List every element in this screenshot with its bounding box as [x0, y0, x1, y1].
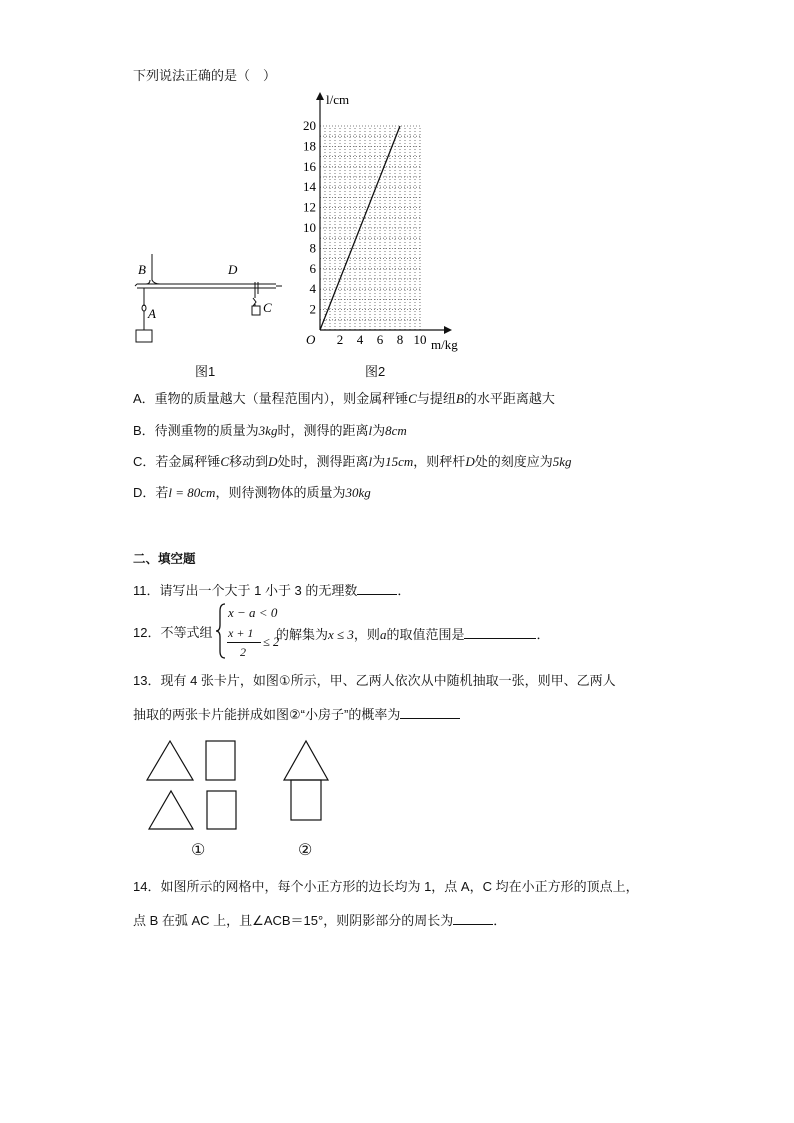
q12-mid: 的解集为 — [276, 627, 329, 642]
chart-x-axis-label — [431, 337, 458, 352]
y-tick-label: 12 — [303, 199, 316, 215]
question-11 — [133, 582, 410, 597]
q12-var-a: a — [379, 627, 387, 642]
option-d-mass: 30kg — [345, 485, 371, 500]
q12-fraction-bar — [227, 642, 261, 643]
option-c-t5: 处的刻度应为 — [474, 454, 553, 469]
option-d-var-l: l — [168, 485, 173, 500]
q11-answer-blank[interactable] — [357, 582, 397, 595]
q12-mid2: ，则 — [353, 627, 380, 642]
option-a-var-c: C — [408, 391, 417, 406]
option-b-var-l: l — [368, 423, 373, 438]
section-heading: 二、填空题 — [133, 552, 196, 566]
figure1-label-c: C — [263, 300, 272, 315]
option-c-t2: 处时，测得距离 — [277, 454, 369, 469]
q11-text: 11．请写出一个大于 1 小于 3 的无理数 — [133, 583, 358, 598]
option-c-var-l: l — [368, 454, 373, 469]
option-c-t4: ，则秤杆 — [413, 454, 466, 469]
chart-origin: O — [306, 332, 316, 347]
y-label-text: l/cm — [326, 92, 350, 107]
option-b-mass: 3kg — [258, 423, 278, 438]
card-triangle-2 — [149, 791, 193, 829]
house-roof — [284, 741, 328, 780]
option-c-mass: 5kg — [552, 454, 572, 469]
y-tick-label: 8 — [309, 240, 316, 256]
y-tick-label: 6 — [309, 260, 316, 276]
figure1-label-a: A — [148, 306, 156, 321]
x-tick-label: 8 — [396, 332, 404, 347]
y-tick-label: 10 — [303, 220, 316, 235]
card-rectangle-1 — [206, 741, 235, 780]
option-c-var-d: D — [268, 454, 278, 469]
option-c-t3: 为 — [372, 454, 386, 469]
q13-line2-text: 抽取的两张卡片能拼成如图②“小房子”的概率为 — [133, 707, 401, 722]
figure1-label-d: D — [228, 262, 238, 277]
option-a-var-b: B — [455, 391, 464, 406]
option-d — [133, 486, 371, 499]
figure1-label-b: B — [138, 262, 146, 277]
option-b-mid: 时，测得的距离 — [277, 423, 369, 438]
option-b-mid2: 为 — [372, 423, 386, 438]
x-tick-label: 4 — [356, 332, 364, 347]
q14-end: ． — [493, 913, 507, 928]
q12-post: 的取值范围是 — [386, 627, 465, 642]
card-triangle-1 — [147, 741, 193, 780]
q12-solution: x ≤ 3 — [328, 627, 354, 642]
figure2-chart — [290, 88, 470, 358]
chart-y-axis-label — [326, 92, 349, 107]
option-c-t1: 移动到 — [229, 454, 269, 469]
q13-cards-figure — [145, 740, 345, 830]
q13-figure-label-2: ② — [298, 840, 313, 859]
figure2-caption: 图2 — [365, 364, 386, 379]
q12-end: ． — [536, 627, 550, 642]
y-tick-label: 4 — [309, 281, 316, 297]
option-b — [133, 424, 407, 437]
q12-pre: 12．不等式组 — [133, 625, 213, 640]
q14-line1: 14．如图所示的网格中，每个小正方形的边长均为 1，点 A，C 均在小正方形的顶点上， — [133, 879, 639, 894]
y-tick-label: 2 — [309, 301, 316, 317]
option-c-pre: C．若金属秤锤 — [133, 454, 221, 469]
figure1-steelyard — [130, 250, 290, 340]
q13-line1: 13．现有 4 张卡片，如图①所示，甲、乙两人依次从中随机抽取一张，则甲、乙两人 — [133, 673, 616, 688]
house-body — [291, 780, 321, 820]
q14-answer-blank[interactable] — [453, 912, 493, 925]
q12-rest — [276, 626, 549, 641]
option-d-eq: = 80cm — [172, 485, 216, 500]
y-tick-label: 18 — [303, 138, 316, 154]
chart-grid — [320, 126, 420, 330]
option-a-pre: A．重物的质量越大（量程范围内），则金属秤锤 — [133, 391, 409, 406]
option-c — [133, 455, 572, 468]
option-c-var-d2: D — [465, 454, 475, 469]
q12-le: ≤ 2 — [263, 635, 280, 649]
q12-brace — [215, 603, 227, 659]
y-tick-label: 20 — [303, 118, 316, 133]
x-tick-label: 2 — [336, 332, 344, 347]
q13-answer-blank[interactable] — [400, 706, 460, 719]
y-tick-label: 16 — [303, 158, 316, 174]
q12-answer-blank[interactable] — [464, 626, 536, 639]
q14-line2-text: 点 B 在弧 AC 上，且∠ACB＝15°，则阴影部分的周长为 — [133, 913, 454, 928]
q12-inequality-1: x − a < 0 — [228, 605, 278, 620]
option-b-dist: 8cm — [385, 423, 407, 438]
option-a-post: 的水平距离越大 — [463, 391, 555, 406]
option-c-var-c: C — [220, 454, 230, 469]
x-tick-label: 6 — [376, 332, 384, 347]
x-tick-label: 10 — [413, 332, 427, 347]
question-intro: 下列说法正确的是（ ） — [133, 68, 277, 83]
option-a — [133, 392, 555, 405]
y-tick-label: 14 — [303, 179, 316, 195]
x-label-text: m/kg — [431, 337, 458, 352]
q12-fraction-den: 2 — [240, 645, 246, 659]
q13-line2 — [133, 706, 460, 721]
figure1-caption: 图1 — [195, 364, 216, 379]
q14-line2 — [133, 912, 506, 927]
option-a-mid: 与提纽 — [416, 391, 456, 406]
q13-figure-label-1: ① — [191, 840, 206, 859]
option-d-mid: ，则待测物体的质量为 — [215, 485, 346, 500]
q12-fraction-num: x + 1 — [228, 626, 254, 640]
option-d-pre: D．若 — [133, 485, 169, 500]
option-b-pre: B．待测重物的质量为 — [133, 423, 259, 438]
chart-axes — [316, 92, 452, 334]
card-rectangle-2 — [207, 791, 236, 829]
option-c-dist: 15cm — [385, 454, 414, 469]
q11-end: ． — [397, 583, 411, 598]
